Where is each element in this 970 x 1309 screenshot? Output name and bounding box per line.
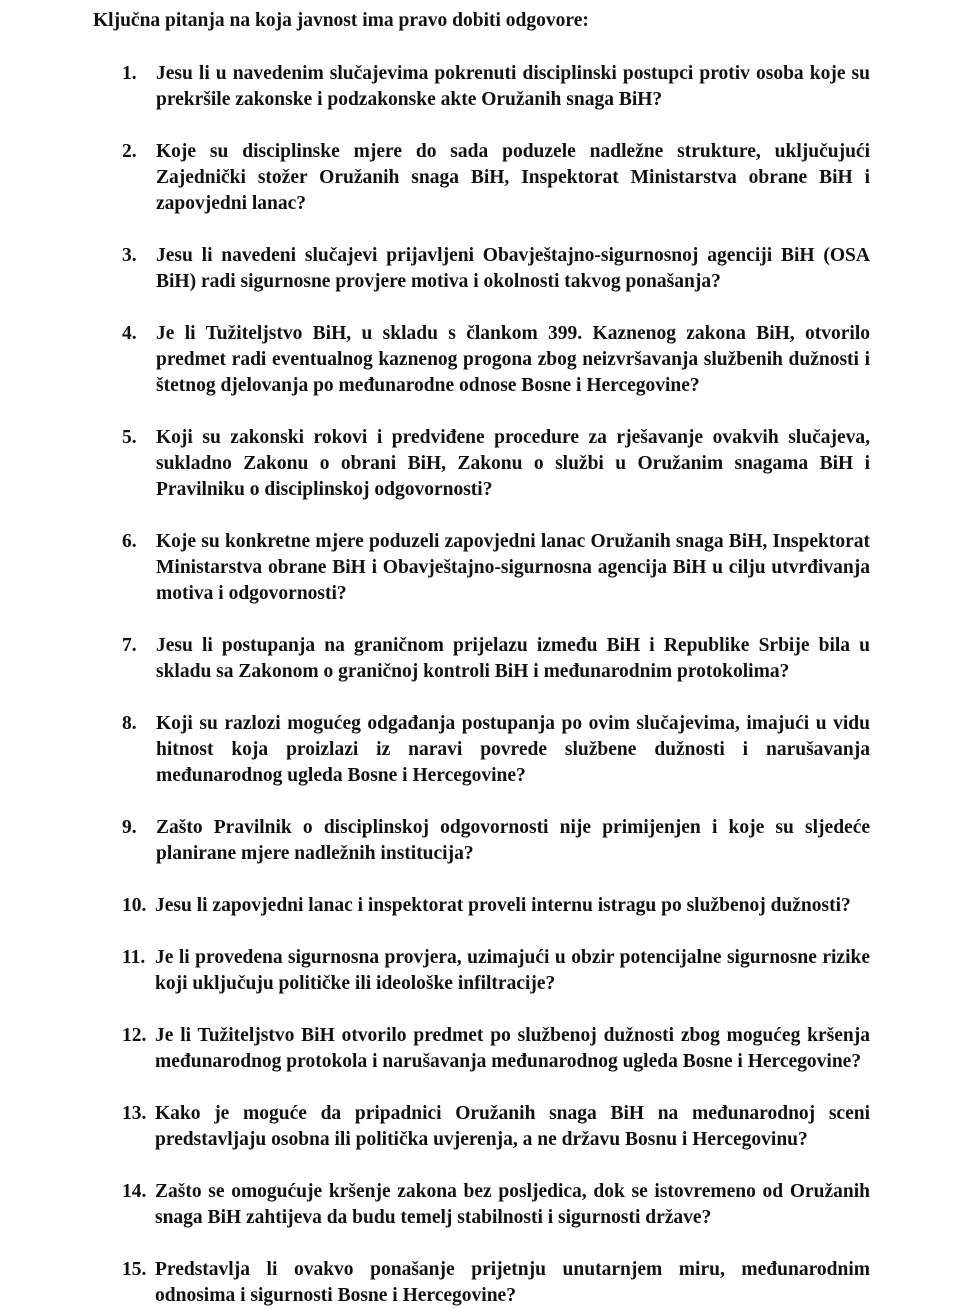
question-item [93,243,870,295]
question-item [93,1257,870,1309]
question-text: Koji su zakonski rokovi i predviđene procedure za rješavanje ovakvih slučajeva, sukladno Zakonu o obrani BiH, Zakonu o službi u Oružanim snagama BiH i Pravilniku o disciplinskoj odgovornosti? [156,427,870,500]
question-number: 4. [122,323,137,344]
question-item [93,61,870,113]
question-item [93,425,870,503]
question-item [93,529,870,607]
question-text: Jesu li navedeni slučajevi prijavljeni Obavještajno-sigurnosnoj agenciji BiH (OSA BiH) radi sigurnosne provjere motiva i okolnosti takvog ponašanja? [156,245,870,292]
question-text: Je li provedena sigurnosna provjera, uzimajući u obzir potencijalne sigurnosne rizike koji uključuju političke ili ideološke infiltracije? [155,947,870,994]
question-number: 10. [122,895,147,916]
question-number: 3. [122,245,137,266]
question-number: 6. [122,531,137,552]
question-number: 12. [122,1025,147,1046]
question-list [93,61,870,1309]
question-number: 5. [122,427,137,448]
question-item [93,1023,870,1075]
question-item [93,815,870,867]
question-item [93,1179,870,1231]
question-text: Jesu li postupanja na graničnom prijelazu između BiH i Republike Srbije bila u skladu sa Zakonom o graničnoj kontroli BiH i međunarodnim protokolima? [156,635,870,682]
question-text: Kako je moguće da pripadnici Oružanih snaga BiH na međunarodnoj sceni predstavljaju osobna ili politička uvjerenja, a ne državu Bosnu i Hercegovinu? [155,1103,870,1150]
question-item [93,945,870,997]
question-item [93,711,870,789]
question-text: Zašto se omogućuje kršenje zakona bez posljedica, dok se istovremeno od Oružanih snaga BiH zahtijeva da budu temelj stabilnosti i sigurnosti države? [155,1181,870,1228]
question-item [93,893,870,919]
question-number: 9. [122,817,137,838]
question-text: Koje su disciplinske mjere do sada poduzele nadležne strukture, uključujući Zajednički stožer Oružanih snaga BiH, Inspektorat Ministarstva obrane BiH i zapovjedni lanac? [156,141,870,214]
question-number: 2. [122,141,137,162]
question-text: Koje su konkretne mjere poduzeli zapovjedni lanac Oružanih snaga BiH, Inspektorat Ministarstva obrane BiH i Obavještajno-sigurnosna agencija BiH u cilju utvrđivanja motiva i odgovornosti? [156,531,870,604]
question-text: Je li Tužiteljstvo BiH, u skladu s člankom 399. Kaznenog zakona BiH, otvorilo predmet radi eventualnog kaznenog progona zbog neizvršavanja službenih dužnosti i štetnog djelovanja po međunarodne odnose Bosne i Hercegovine? [156,323,870,396]
question-text: Predstavlja li ovakvo ponašanje prijetnju unutarnjem miru, međunarodnim odnosima i sigurnosti Bosne i Hercegovine? [155,1259,870,1306]
question-text: Je li Tužiteljstvo BiH otvorilo predmet po službenoj dužnosti zbog mogućeg kršenja međunarodnog protokola i narušavanja međunarodnog ugleda Bosne i Hercegovine? [155,1025,870,1072]
question-number: 14. [122,1181,147,1202]
question-text: Koji su razlozi mogućeg odgađanja postupanja po ovim slučajevima, imajući u vidu hitnost koja proizlazi iz naravi povrede službene dužnosti i narušavanja međunarodnog ugleda Bosne i Hercegovine? [156,713,870,786]
question-text: Zašto Pravilnik o disciplinskoj odgovornosti nije primijenjen i koje su sljedeće planirane mjere nadležnih institucija? [156,817,870,864]
question-item [93,633,870,685]
document-heading: Ključna pitanja na koja javnost ima pravo dobiti odgovore: [93,10,589,31]
question-item [93,139,870,217]
question-number: 8. [122,713,137,734]
question-text: Jesu li u navedenim slučajevima pokrenuti disciplinski postupci protiv osoba koje su prekršile zakonske i podzakonske akte Oružanih snaga BiH? [156,63,870,110]
question-number: 1. [122,63,137,84]
question-number: 11. [122,947,146,968]
question-text: Jesu li zapovjedni lanac i inspektorat proveli internu istragu po službenoj dužnosti? [155,895,851,916]
question-number: 15. [122,1259,147,1280]
question-item [93,321,870,399]
question-number: 7. [122,635,137,656]
question-item [93,1101,870,1153]
question-number: 13. [122,1103,147,1124]
